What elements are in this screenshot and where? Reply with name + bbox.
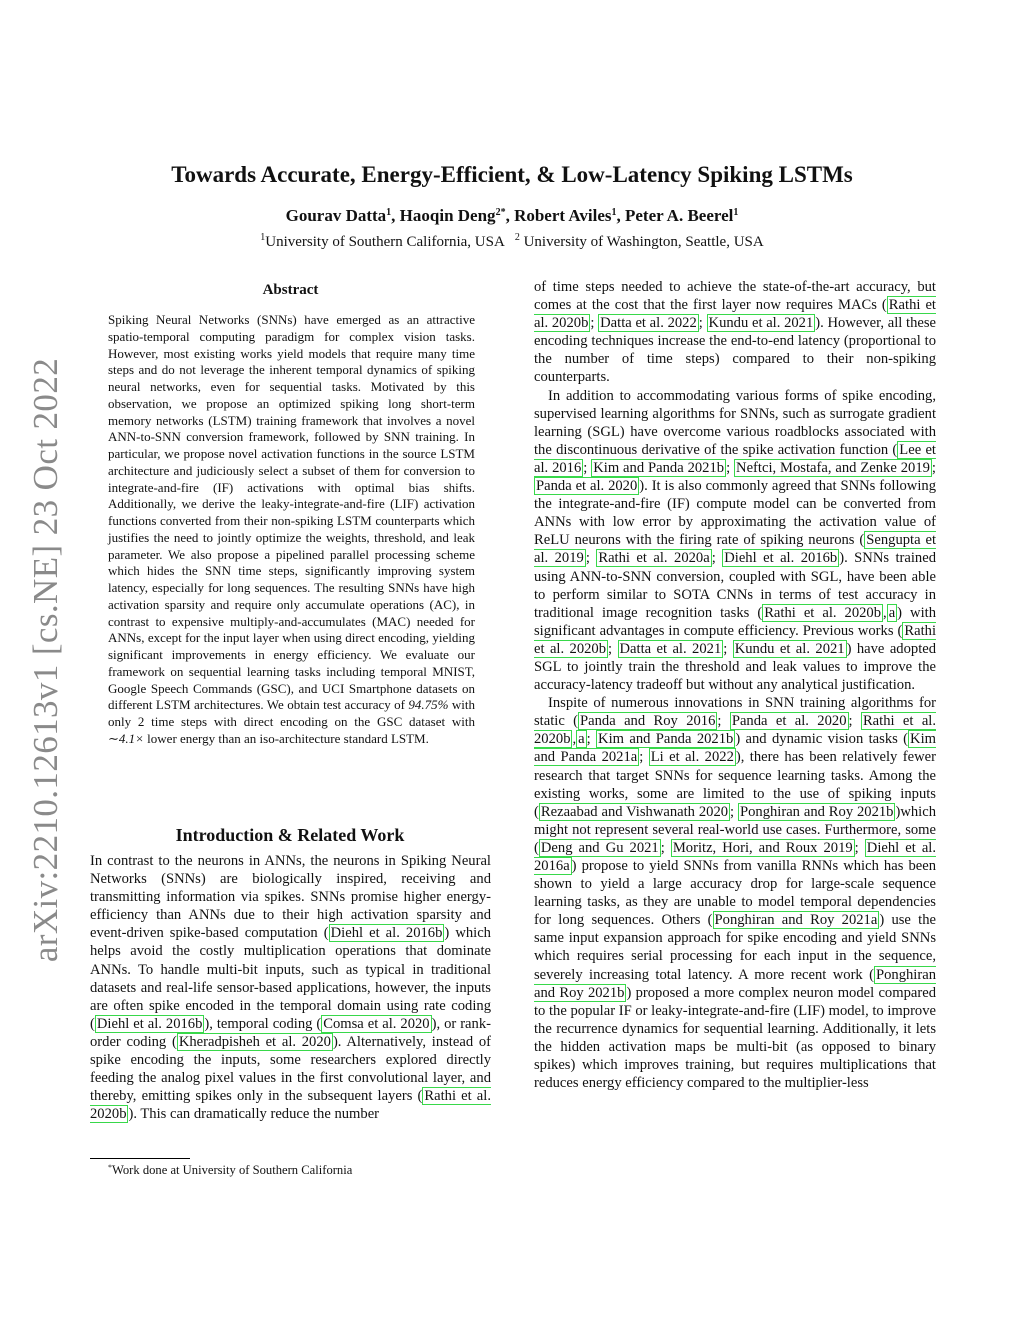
citation-link[interactable]: Rathi et al. 2020a [598,550,710,567]
arxiv-stamp: arXiv:2210.12613v1 [cs.NE] 23 Oct 2022 [26,357,65,963]
author-mark: 1 [733,207,739,218]
citation-link[interactable]: Diehl et al. 2016b [96,1015,203,1032]
citation-link[interactable]: Moritz, Hori, and Roux 2019 [672,839,853,856]
citation-link[interactable]: Diehl et al. 2016b [330,925,443,942]
citation-link[interactable]: Rathi et al. 2020b [534,713,937,748]
citation-link[interactable]: Panda et al. 2020 [536,478,638,495]
citation-link[interactable]: a [888,604,896,621]
citation-link[interactable]: Panda and Roy 2016 [580,713,716,730]
citation-link[interactable]: Datta et al. 2021 [619,640,722,657]
author: Robert Aviles [514,206,612,225]
citation-link[interactable]: Diehl et al. 2016b [724,550,838,567]
citation-link[interactable]: Kundu et al. 2021 [734,640,845,657]
citation-link[interactable]: Kim and Panda 2021a [534,731,936,766]
citation-link[interactable]: Ponghiran and Roy 2021b [739,803,894,820]
citation-link[interactable]: Deng and Gu 2021 [540,839,659,856]
author-mark: 1 [611,207,617,218]
citation-link[interactable]: Rathi et al. 2020b [764,604,882,621]
citation-link[interactable]: Panda et al. 2020 [731,713,847,730]
affiliations: $^1$University of Southern California, USA $^2$ University of Washington, Seattle, USA [260,232,764,250]
citation-link[interactable]: Kim and Panda 2021b [598,731,734,748]
citation-link[interactable]: Li et al. 2022 [650,749,734,766]
author-list: Gourav Datta$^1$, Haoqin Deng$^{2*}$, Robert Aviles$^1$, Peter A. Beerel$^1$ [285,206,739,225]
citation-link[interactable]: Rathi et al. 2020b [90,1088,491,1123]
section-heading: Introduction & Related Work [175,825,405,845]
affiliation: University of Washington, Seattle, USA [523,234,764,250]
citation-link[interactable]: Rathi et al. 2020b [534,297,936,332]
paragraph: In addition to accommodating various forms of spike encoding, supervised learning algorithms for SNNs, such as surrogate gradient learning (SGL) have overcome various roadblocks associated with the discontinuous derivative of the spike activation function ( Lee et al. 2016 ; Kim and Panda 2021b ; Neftci, Mostafa, and Zenke 2019 ; Panda et al. 2020 ). It is also commonly agreed that SNNs following the integrate-and-fire (IF) compute model can be converted from ANNs with low error by approximating the activation value of ReLU neurons with the firing rate of spiking neurons ( Sengupta et al. 2019 ; Rathi et al. 2020a ; Diehl et al. 2016b ). SNNs trained using ANN-to-SNN conversion, coupled with SGL, have been able to perform similar to SOTA CNNs in terms of test accuracy in traditional image recognition tasks ( Rathi et al. 2020b , a ) with significant advantages in compute efficiency. Previous works ( Rathi et al. 2020b ; Datta et al. 2021 ; Kundu et al. 2021 ) have adopted SGL to jointly train the threshold and leak values to improve the accuracy-latency tradeoff but without any analytical justification. [534,387,937,694]
citation-link[interactable]: a [578,731,585,748]
affiliation: University of Southern California, USA [265,234,505,250]
citation-link[interactable]: Kim and Panda 2021b [593,459,725,476]
energy-factor: ∼4.1× [108,730,144,746]
author: Haoqin Deng [399,206,496,225]
abstract-text: Spiking Neural Networks (SNNs) have emerged as an attractive spatio-temporal computing paradigm for complex vision tasks. However, most existing works yield models that require many time steps and do not leverage the inherent temporal dynamics of spiking neural networks, even for sequential tasks. Motivated by this observation, we propose an optimized spiking long short-term memory networks (LSTM) training framework that involves a novel ANN-to-SNN conversion framework, followed by SNN training. In particular, we propose novel activation functions in the source LSTM architecture and judiciously select a subset of them for conversion to integrate-and-fire (IF) activations with optimal bias shifts. Additionally, we derive the leaky-integrate-and-fire (LIF) activation functions converted from their non-spiking LSTM counterparts which justifies the need to jointly optimize the weights, threshold, and leak parameter. We also propose a pipelined parallel processing scheme which hides the SNN time steps, significantly improving system latency, especially for long sequences. The resulting SNNs have high activation sparsity and require only accumulate operations (AC), in contrast to expensive multiply-and-accumulates (MAC) needed for ANNs, except for the input layer when using direct encoding, yielding significant improvements in energy efficiency. We evaluate our framework on sequential learning tasks including temporal MNIST, Google Speech Commands (GSC), and UCI Smartphone datasets on different LSTM architectures. We obtain test accuracy of 94.75% with only 2 time steps with direct encoding on the GSC dataset with ∼4.1× lower energy than an iso-architecture standard LSTM. [108,312,475,746]
citation-link[interactable]: Neftci, Mostafa, and Zenke 2019 [736,459,930,476]
citation-link[interactable]: Ponghiran and Roy 2021a [714,912,878,929]
footnote-rule [90,1158,190,1159]
author: Gourav Datta [285,206,387,225]
citation-link[interactable]: Comsa et al. 2020 [323,1015,430,1032]
citation-link[interactable]: Ponghiran and Roy 2021b [534,966,936,1001]
author: Peter A. Beerel [624,206,734,225]
author-mark: 2* [495,207,506,218]
citation-link[interactable]: Sengupta et al. 2019 [534,532,936,567]
intro-paragraph: In contrast to the neurons in ANNs, the neurons in Spiking Neural Networks (SNNs) are biologically inspired, receiving and transmitting information via spikes. SNNs promise higher energy-efficiency than ANNs due to their high activation sparsity and event-driven spike-based computation ( Diehl et al. 2016b ) which helps avoid the costly multiplication operations that dominate ANNs. To handle multi-bit inputs, such as typical in traditional datasets and real-life sensor-based applications, however, the inputs are often spike encoded in the temporal domain using rate coding ( Diehl et al. 2016b ), temporal coding ( Comsa et al. 2020 ), or rank-order coding ( Kheradpisheh et al. 2020 ). Alternatively, instead of spike encoding the inputs, some researchers explored directly feeding the analog pixel values in the first convolutional layer, and thereby, emitting spikes only in the subsequent layers ( Rathi et al. 2020b ). This can dramatically reduce the number [90,853,491,1123]
citation-link[interactable]: Rathi et al. 2020b [534,622,936,657]
accuracy-value: 94.75% [408,697,449,713]
right-column [534,278,936,1092]
paper-title: Towards Accurate, Energy-Efficient, & Low-Latency Spiking LSTMs [171,162,853,187]
citation-link[interactable]: Rezaabad and Vishwanath 2020 [540,803,729,820]
footnote: *Work done at University of Southern California [108,1163,353,1177]
citation-link[interactable]: Datta et al. 2022 [600,315,697,332]
citation-link[interactable]: Kundu et al. 2021 [708,315,814,332]
author-mark: 1 [386,207,392,218]
citation-link[interactable]: Lee et al. 2016 [534,441,936,476]
citation-link[interactable]: Diehl et al. 2016a [534,839,937,874]
paragraph: of time steps needed to achieve the state-of-the-art accuracy, but comes at the cost that the first layer now requires MACs ( Rathi et al. 2020b ; Datta et al. 2022 ; Kundu et al. 2021 ). However, all these encoding techniques increase the end-to-end latency (proportional to the number of time steps) compared to their non-spiking counterparts. [534,279,937,386]
paragraph: Inspite of numerous innovations in SNN training algorithms for static ( Panda and Roy 2016 ; Panda et al. 2020 ; Rathi et al. 2020b , a ; Kim and Panda 2021b ) and dynamic vision tasks ( Kim and Panda 2021a ; Li et al. 2022 ), there has been relatively fewer research that target SNNs for sequence learning tasks. Among the existing works, some are limited to the use of spiking inputs ( Rezaabad and Vishwanath 2020 ; Ponghiran and Roy 2021b )which might not represent several real-world use cases. Furthermore, some ( Deng and Gu 2021 ; Moritz, Hori, and Roux 2019 ; Diehl et al. 2016a ) propose to yield SNNs from vanilla RNNs which has been shown to yield a large accuracy drop for large-scale sequence learning tasks, as they are unable to model temporal dependencies for long sequences. Others ( Ponghiran and Roy 2021a ) use the same input expansion approach for spike encoding and yield SNNs which requires serial processing for each input in the sequence, severely increasing total latency. A more recent work ( Ponghiran and Roy 2021b ) proposed a more complex neuron model compared to the popular IF or leaky-integrate-and-fire (LIF) model, to improve the recurrence dynamics for sequential learning. Additionally, it lets the hidden activation maps be multi-bit (as opposed to binary spikes) which improves training, but requires multiplications that reduces energy efficiency compared to the multiplier-less [534,695,937,1092]
abstract-heading: Abstract [262,282,319,298]
citation-link[interactable]: Kheradpisheh et al. 2020 [178,1033,331,1050]
